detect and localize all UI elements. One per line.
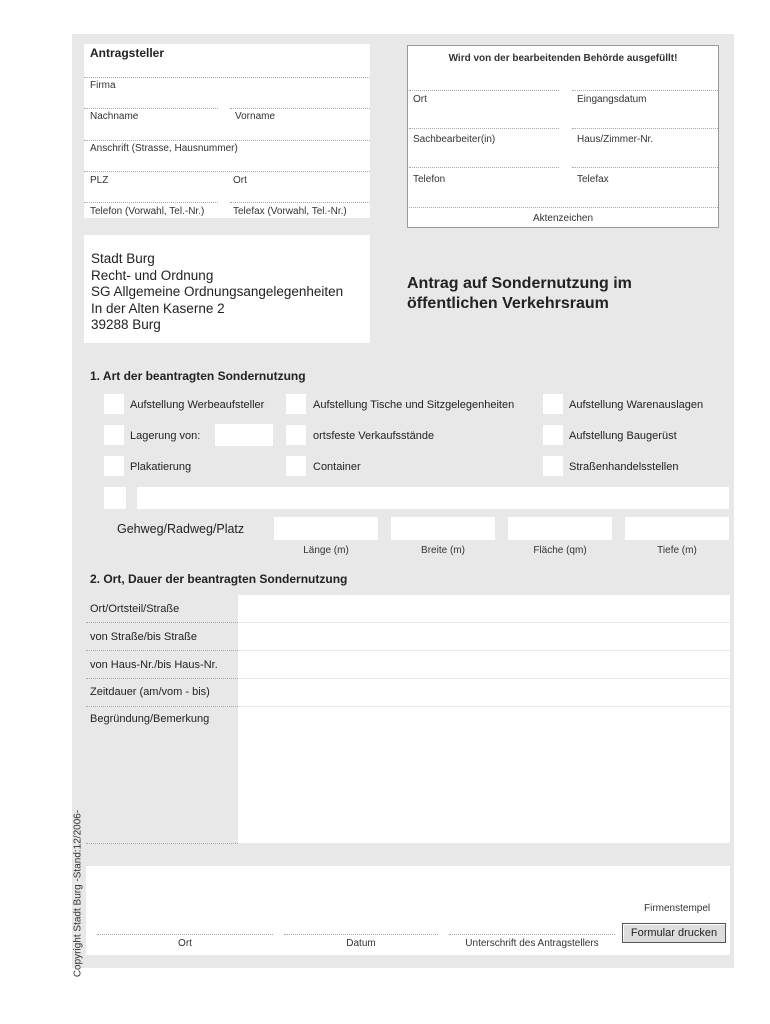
checkbox-container[interactable] <box>286 456 306 476</box>
laenge-input[interactable] <box>274 517 378 540</box>
ort-label: Ort <box>233 175 247 186</box>
checkbox-verkaufsstaende[interactable] <box>286 425 306 445</box>
checkbox-warenauslagen[interactable] <box>543 394 563 414</box>
zimmer-label: Haus/Zimmer-Nr. <box>577 134 654 145</box>
applicant-heading: Antragsteller <box>90 46 165 60</box>
flaeche-input[interactable] <box>508 517 612 540</box>
sig-unterschrift-label: Unterschrift des Antragstellers <box>465 938 599 949</box>
breite-label: Breite (m) <box>421 545 465 556</box>
divider <box>84 108 218 109</box>
option-lagerung: Lagerung von: <box>130 430 201 442</box>
vonstrasse-label: von Straße/bis Straße <box>90 631 197 643</box>
divider <box>86 622 238 623</box>
anschrift-label: Anschrift (Strasse, Hausnummer) <box>90 143 238 154</box>
flaeche-label: Fläche (qm) <box>533 545 587 556</box>
plz-label: PLZ <box>90 175 109 186</box>
divider <box>86 843 238 844</box>
option-bauegeruest: Aufstellung Baugerüst <box>569 430 677 442</box>
ortstrasse-label: Ort/Ortsteil/Straße <box>90 603 180 615</box>
divider <box>230 108 370 109</box>
eingangsdatum-label: Eingangsdatum <box>577 94 647 105</box>
gehweg-label: Gehweg/Radweg/Platz <box>117 522 245 536</box>
divider <box>409 167 559 168</box>
sig-datum-label: Datum <box>346 938 376 949</box>
authority-ort-label: Ort <box>413 94 427 105</box>
tiefe-label: Tiefe (m) <box>657 545 697 556</box>
copyright-text: Copyright Stadt Burg -Stand:12/2006- <box>72 809 84 978</box>
checkbox-strassenhandel[interactable] <box>543 456 563 476</box>
option-container: Container <box>313 461 361 473</box>
other-input[interactable] <box>137 487 729 509</box>
begruendung-input[interactable] <box>238 707 730 843</box>
divider <box>230 202 370 203</box>
divider <box>449 934 615 935</box>
authority-telefon-label: Telefon <box>413 174 446 185</box>
firma-label: Firma <box>90 80 116 91</box>
aktenzeichen-label: Aktenzeichen <box>532 213 594 224</box>
vorname-label: Vorname <box>235 111 276 122</box>
lagerung-input[interactable] <box>215 424 273 446</box>
recipient-line: In der Alten Kaserne 2 <box>91 300 225 316</box>
section1-heading: 1. Art der beantragten Sondernutzung <box>90 369 306 383</box>
breite-input[interactable] <box>391 517 495 540</box>
option-tische: Aufstellung Tische und Sitzgelegenheiten <box>313 399 515 411</box>
option-plakatierung: Plakatierung <box>130 461 192 473</box>
nachname-label: Nachname <box>90 111 139 122</box>
divider <box>84 202 218 203</box>
divider <box>86 678 238 679</box>
recipient-line: Stadt Burg <box>91 251 155 266</box>
divider <box>572 167 718 168</box>
authority-heading: Wird von der bearbeitenden Behörde ausgefüllt! <box>448 53 678 64</box>
authority-telefax-label: Telefax <box>577 174 609 185</box>
print-form-button[interactable]: Formular drucken <box>622 923 726 943</box>
divider <box>86 650 238 651</box>
checkbox-plakatierung[interactable] <box>104 456 124 476</box>
laenge-label: Länge (m) <box>303 545 349 556</box>
divider <box>409 128 559 129</box>
divider <box>284 934 438 935</box>
title-line: öffentlichen Verkehrsraum <box>407 295 609 312</box>
recipient-line: Recht- und Ordnung <box>91 267 214 283</box>
divider <box>84 140 370 141</box>
divider <box>86 706 238 707</box>
section2-heading: 2. Ort, Dauer der beantragten Sondernutzung <box>90 572 348 586</box>
vonstrasse-input[interactable] <box>238 623 730 650</box>
sachbearbeiter-label: Sachbearbeiter(in) <box>413 134 496 145</box>
divider <box>409 90 559 91</box>
divider <box>572 90 718 91</box>
divider <box>572 128 718 129</box>
checkbox-tische[interactable] <box>286 394 306 414</box>
zeitdauer-input[interactable] <box>238 679 730 706</box>
begruendung-label: Begründung/Bemerkung <box>90 713 210 725</box>
firmenstempel-label: Firmenstempel <box>644 903 711 914</box>
divider <box>84 171 370 172</box>
zeitdauer-label: Zeitdauer (am/vom - bis) <box>90 686 210 698</box>
ortstrasse-input[interactable] <box>238 595 730 622</box>
option-verkaufsstaende: ortsfeste Verkaufsstände <box>313 430 435 442</box>
option-warenauslagen: Aufstellung Warenauslagen <box>569 399 704 411</box>
applicant-box <box>84 44 370 218</box>
telefon-label: Telefon (Vorwahl, Tel.-Nr.) <box>90 206 205 217</box>
vonhaus-input[interactable] <box>238 651 730 678</box>
tiefe-input[interactable] <box>625 517 729 540</box>
divider <box>84 77 370 78</box>
sig-ort-label: Ort <box>178 938 192 949</box>
divider <box>97 934 273 935</box>
option-werbeaufsteller: Aufstellung Werbeaufsteller <box>130 399 265 411</box>
checkbox-other[interactable] <box>104 487 126 509</box>
checkbox-werbeaufsteller[interactable] <box>104 394 124 414</box>
form-title <box>407 274 632 314</box>
telefax-label: Telefax (Vorwahl, Tel.-Nr.) <box>233 206 347 217</box>
checkbox-lagerung[interactable] <box>104 425 124 445</box>
vonhaus-label: von Haus-Nr./bis Haus-Nr. <box>90 659 218 671</box>
option-strassenhandel: Straßenhandelsstellen <box>569 461 679 473</box>
recipient-address <box>91 251 343 334</box>
divider <box>409 207 718 208</box>
recipient-line: 39288 Burg <box>91 317 161 332</box>
title-line: Antrag auf Sondernutzung im <box>407 275 632 292</box>
recipient-line: SG Allgemeine Ordnungsangelegenheiten <box>91 284 344 299</box>
checkbox-bauegeruest[interactable] <box>543 425 563 445</box>
